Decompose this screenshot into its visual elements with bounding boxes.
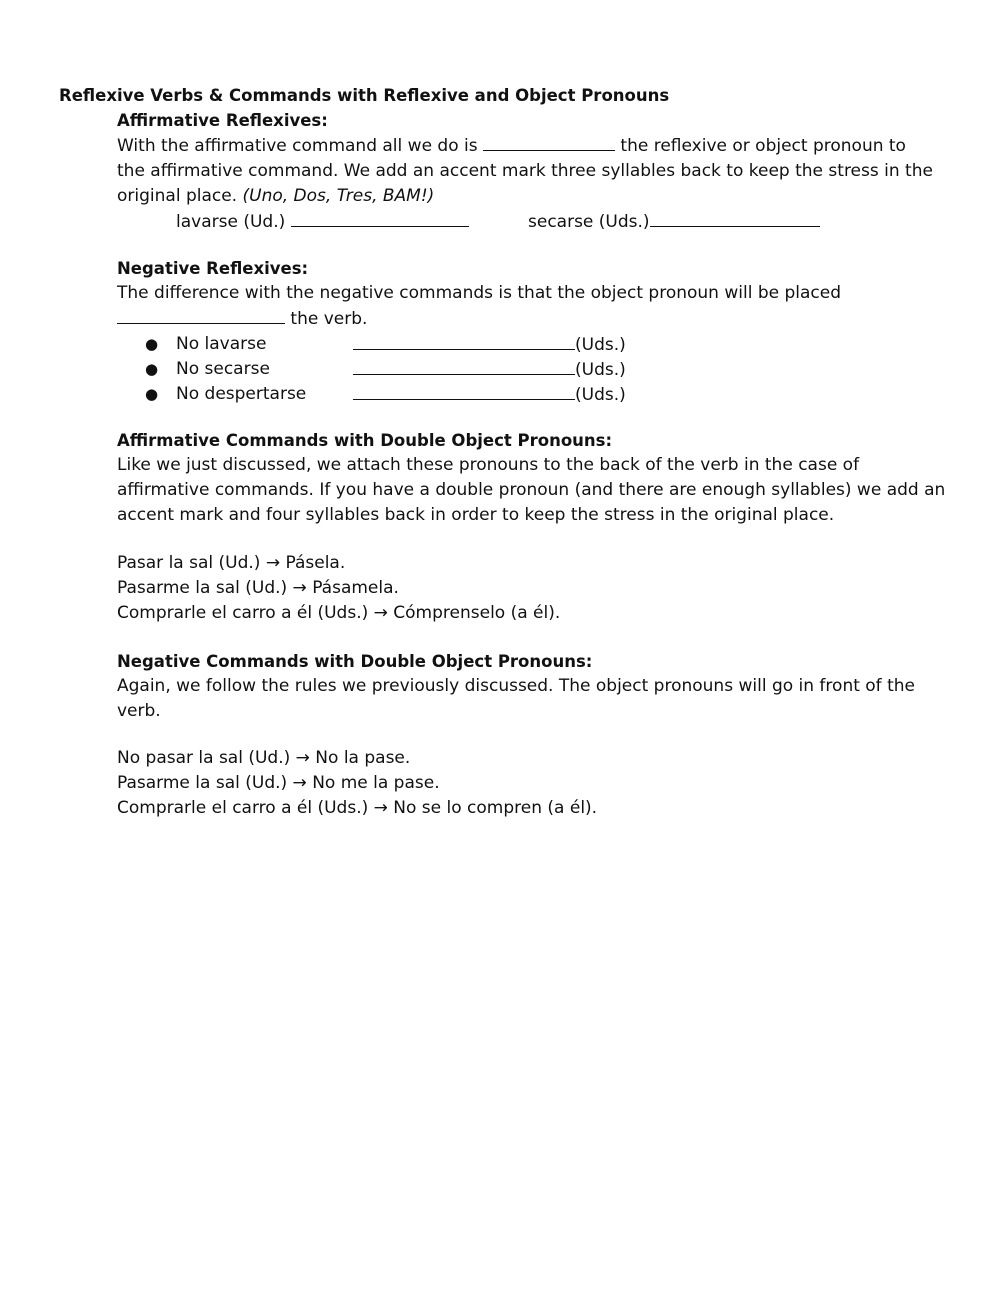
negative-double-section bbox=[117, 649, 927, 821]
example-line: Pasar la sal (Ud.) → Pásela. bbox=[117, 553, 346, 573]
list-item-verb: No despertarse bbox=[176, 384, 307, 404]
list-item bbox=[117, 382, 927, 407]
bullet-icon: ● bbox=[145, 335, 159, 353]
example-line: No pasar la sal (Ud.) → No la pase. bbox=[117, 748, 411, 768]
paragraph-line: Again, we follow the rules we previously discussed. The object pronouns will go in front of the bbox=[117, 676, 915, 696]
fill-in-blank[interactable] bbox=[117, 306, 285, 324]
affirmative-double-section bbox=[117, 428, 946, 626]
example-lavarse bbox=[176, 209, 469, 235]
list-item bbox=[117, 357, 927, 382]
affirmative-reflexives-heading: Affirmative Reflexives: bbox=[117, 111, 328, 130]
example-label: lavarse (Ud.) bbox=[176, 212, 286, 232]
example-line: Comprarle el carro a él (Uds.) → Cómprenselo (a él). bbox=[117, 603, 561, 623]
affirmative-reflexives-section bbox=[117, 108, 933, 234]
list-item-verb: No secarse bbox=[176, 359, 270, 379]
fill-in-blank[interactable] bbox=[650, 209, 820, 227]
paragraph-line: affirmative commands. If you have a double pronoun (and there are enough syllables) we add an bbox=[117, 480, 946, 500]
example-secarse bbox=[528, 209, 820, 235]
negative-reflexives-line2 bbox=[117, 306, 927, 332]
negative-double-heading: Negative Commands with Double Object Pronouns: bbox=[117, 652, 593, 671]
list-item-suffix: (Uds.) bbox=[575, 360, 626, 380]
example-line: Pasarme la sal (Ud.) → No me la pase. bbox=[117, 773, 440, 793]
paragraph-line: Like we just discussed, we attach these pronouns to the back of the verb in the case of bbox=[117, 455, 860, 475]
spacer bbox=[117, 724, 927, 746]
example-line: Comprarle el carro a él (Uds.) → No se lo compren (a él). bbox=[117, 798, 598, 818]
affirmative-reflexives-line3 bbox=[117, 184, 927, 209]
bullet-icon: ● bbox=[145, 360, 159, 378]
negative-reflexives-heading: Negative Reflexives: bbox=[117, 259, 309, 278]
list-item-answer bbox=[353, 332, 626, 358]
affirmative-reflexives-examples bbox=[117, 209, 927, 234]
text: original place. bbox=[117, 186, 238, 206]
paragraph-line: accent mark and four syllables back in order to keep the stress in the original place. bbox=[117, 505, 835, 525]
fill-in-blank[interactable] bbox=[483, 133, 615, 151]
list-item-answer bbox=[353, 357, 626, 383]
example-line: Pasarme la sal (Ud.) → Pásamela. bbox=[117, 578, 399, 598]
list-item-answer bbox=[353, 382, 626, 408]
list-item-suffix: (Uds.) bbox=[575, 335, 626, 355]
example-label: secarse (Uds.) bbox=[528, 212, 650, 232]
affirmative-reflexives-line2: the affirmative command. We add an accent mark three syllables back to keep the stress in the bbox=[117, 161, 933, 181]
fill-in-blank[interactable] bbox=[353, 382, 575, 400]
affirmative-reflexives-line1 bbox=[117, 133, 927, 159]
mnemonic-text: (Uno, Dos, Tres, BAM!) bbox=[242, 186, 435, 206]
fill-in-blank[interactable] bbox=[291, 209, 469, 227]
affirmative-double-heading: Affirmative Commands with Double Object Pronouns: bbox=[117, 431, 613, 450]
negative-reflexives-section bbox=[117, 256, 927, 407]
bullet-icon: ● bbox=[145, 385, 159, 403]
fill-in-blank[interactable] bbox=[353, 332, 575, 350]
page-title: Reflexive Verbs & Commands with Reflexive and Object Pronouns bbox=[59, 86, 670, 105]
list-item bbox=[117, 332, 927, 357]
text: With the affirmative command all we do is bbox=[117, 136, 478, 156]
text: the verb. bbox=[290, 309, 368, 329]
fill-in-blank[interactable] bbox=[353, 357, 575, 375]
list-item-suffix: (Uds.) bbox=[575, 385, 626, 405]
spacer bbox=[117, 528, 927, 551]
list-item-verb: No lavarse bbox=[176, 334, 267, 354]
paragraph-line: verb. bbox=[117, 701, 161, 721]
negative-reflexives-line1: The difference with the negative commands is that the object pronoun will be placed bbox=[117, 283, 842, 303]
text: the reflexive or object pronoun to bbox=[620, 136, 906, 156]
